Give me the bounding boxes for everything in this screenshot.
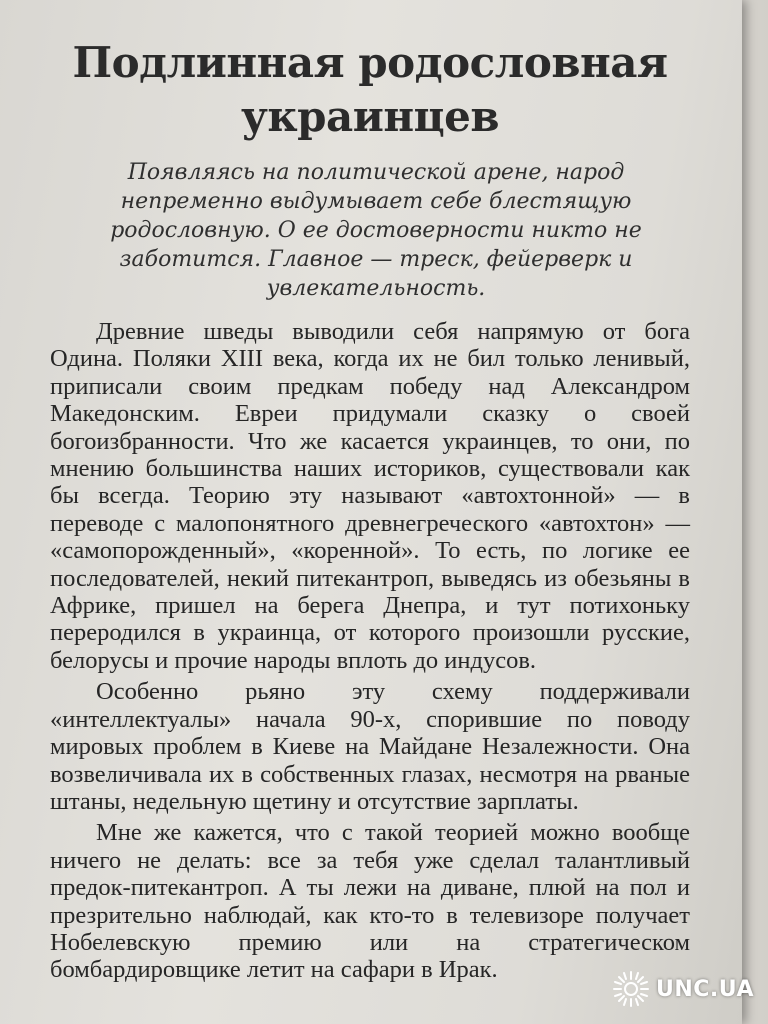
body-paragraph: Древние шведы выводили себя напрямую от бога Одина. Поляки XIII века, когда их не бил только ленивый, приписали своим предкам победу над Александром Македонским. Евреи придумали сказку о своей богоизбранности. Что же касается украинцев, то они, по мнению большинства наших историков, существовали как бы всегда. Теорию эту называют «автохтонной» — в переводе с малопонятного древнегреческого «автохтон» — «самопорожденный», «коренной». То есть, по логике ее последователей, некий питекантроп, выведясь из обезьяны в Африке, пришел на берега Днепра, и тут потихоньку переродился в украинца, от которого произошли русские, белорусы и прочие народы вплоть до индусов.	[50, 318, 690, 674]
sunburst-logo-icon	[612, 970, 650, 1008]
watermark-text: UNC.UA	[656, 976, 754, 1002]
article-lead: Появляясь на политической арене, народ непременно выдумывает себе блестящую родословную. О ее достоверности никто не заботится. Главное — треск, фейерверк и увлекательность.	[110, 160, 642, 301]
body-paragraph: Особенно рьяно эту схему поддерживали «интеллектуалы» начала 90-х, спорившие по поводу мировых проблем в Киеве на Майдане Незалежности. Она возвеличивала их в собственных глазах, несмотря на рваные штаны, недельную щетину и отсутствие зарплаты.	[50, 678, 690, 815]
article-title: Подлинная родословная украинцев	[72, 38, 668, 141]
watermark	[612, 970, 754, 1008]
article-body	[50, 318, 690, 988]
body-paragraph: Мне же кажется, что с такой теорией можно вообще ничего не делать: все за тебя уже сделал талантливый предок-питекантроп. А ты лежи на диване, плюй на пол и презрительно наблюдай, как кто-то в телевизоре получает Нобелевскую премию или на стратегическом бомбардировщике летит на сафари в Ирак.	[50, 819, 690, 984]
